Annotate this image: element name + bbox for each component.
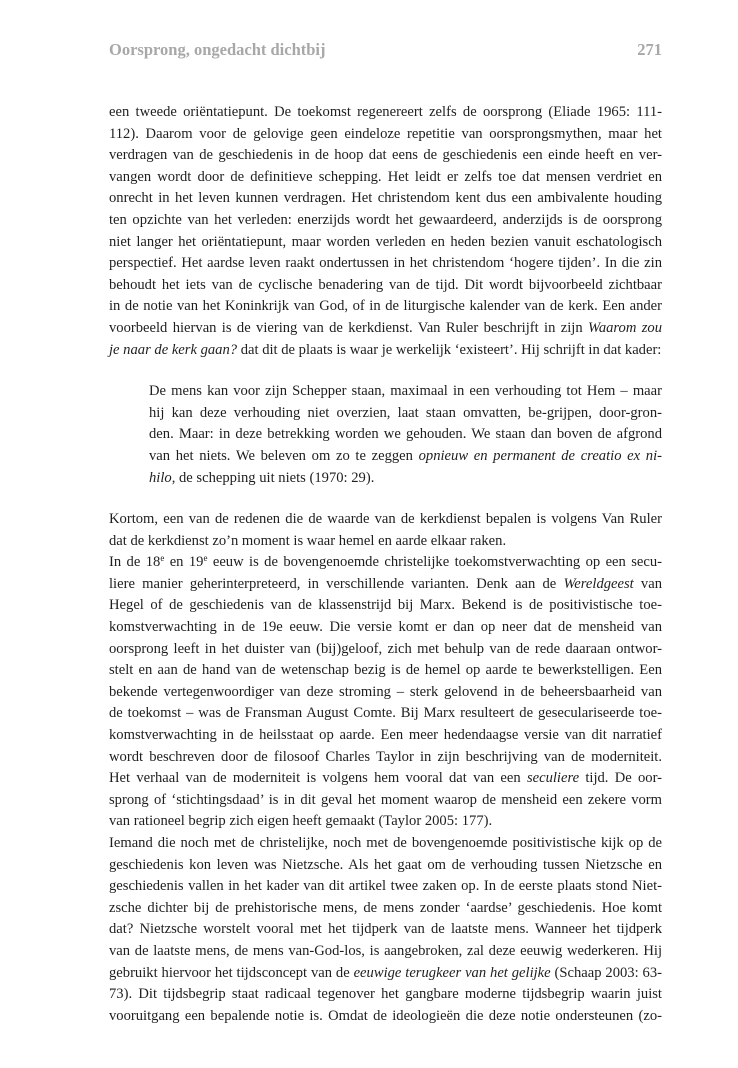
text-line <box>109 318 662 340</box>
text-line: komstverwachting in de 19e eeuw. Die versie komt er dan op neer dat de mensheid van <box>109 619 662 636</box>
text-line: Kortom, een van de redenen die de waarde van de kerkdienst bepalen is volgens Van Ruler <box>109 511 662 528</box>
text-span: dat dit de plaats is waar je werkelijk ‘existeert’. Hij schrijft in dat kader: <box>237 341 662 358</box>
superscript: e <box>160 553 165 564</box>
text-line <box>109 340 662 362</box>
text-line: de toekomst – was de Fransman August Comte. Bij Marx resulteert de geseculariseerde toe- <box>109 705 662 722</box>
text-line: onrecht in het leven kunnen verdragen. Het christendom kent dus een ambivalente houding <box>109 190 662 207</box>
paragraph-4 <box>109 833 662 1027</box>
block-quote <box>149 381 662 489</box>
text-line <box>109 963 662 985</box>
text-line: oorsprong leeft in het duister van (bij)geloof, zich met behulp van de rede daaraan ontwor- <box>109 640 662 657</box>
text-span: eeuw is de bovengenoemde christelijke toekomstverwachting op een secu- <box>207 554 663 571</box>
paragraph-3 <box>109 552 662 833</box>
text-span: Het verhaal van de moderniteit is volgens hem vooral dat van een <box>109 770 527 787</box>
superscript: e <box>203 553 208 564</box>
text-span: (Schaap 2003: 63- <box>550 964 662 981</box>
text-line: van rationeel begrip zich eigen heeft gemaakt (Taylor 2005: 177). <box>109 813 493 830</box>
text-line: 73). Dit tijdsbegrip staat radicaal tegenover het gangbare moderne tijdsbegrip waarin juist <box>109 986 662 1003</box>
text-line: verdragen van de geschiedenis in de hoop dat eens de geschiedenis een einde heeft en ver- <box>109 147 662 164</box>
running-title: Oorsprong, ongedacht dichtbij <box>109 40 326 59</box>
text-line: niet langer het oriëntatiepunt, maar worden verleden en heden bezien vanuit eschatologisch <box>109 233 662 250</box>
page-body <box>109 102 662 1027</box>
quote-line: De mens kan voor zijn Schepper staan, maximaal in een verhouding tot Hem – maar <box>149 383 662 400</box>
text-line: geschiedenis kon leven was Nietzsche. Als het gaat om de verhouding tussen Nietzsche en <box>109 856 662 873</box>
text-line: bekende vertegenwoordiger van deze stroming – sterk gelovend in de beheersbaarheid van <box>109 683 662 700</box>
latin-phrase-italic: hilo <box>149 469 172 486</box>
text-span: tijd. De oor- <box>579 770 663 787</box>
text-line: vangen wordt door de definitieve schepping. Het leidt er zelfs toe dat mensen verdriet en <box>109 168 662 185</box>
quote-line: hij kan deze verhouding niet overzien, laat staan omvatten, be-grijpen, door-gron- <box>149 404 662 421</box>
text-line <box>109 768 662 790</box>
text-span: en 19 <box>164 554 204 571</box>
text-span: liere manier geherinterpreteerd, in verschillende varianten. Denk aan de <box>109 575 564 592</box>
page-number: 271 <box>637 40 662 59</box>
text-line: wordt beschreven door de filosoof Charles Taylor in zijn beschrijving van de moderniteit. <box>109 748 662 765</box>
text-span: van het niets. We beleven om zo te zeggen <box>149 447 419 464</box>
text-line: ten opzichte van het verleden: enerzijds wordt het gewaardeerd, anderzijds is de oorsprong <box>109 211 662 228</box>
text-line: zsche dichter bij de prehistorische mens, de mens zonder ‘aardse’ geschiedenis. Hoe komt <box>109 899 662 916</box>
latin-phrase-italic: opnieuw en permanent de creatio ex ni- <box>418 447 662 464</box>
text-line: dat? Nietzsche worstelt vooral met het tijdperk van de laatste mens. Wanneer het tijdperk <box>109 921 662 938</box>
text-line: dat de kerkdienst zo’n moment is waar hemel en aarde elkaar raken. <box>109 532 507 549</box>
text-line: sprong of ‘stichtingsdaad’ is in dit geval het moment waarop de mensheid een zekere vorm <box>109 791 662 808</box>
text-span: gebruikt hiervoor het tijdsconcept van de <box>109 964 354 981</box>
text-line: behoudt het iets van de cyclische benadering van de tijd. Dit wordt bijvoorbeeld zichtbaar <box>109 276 662 293</box>
text-line: komstverwachting in de heilsstaat op aarde. Een meer hedendaagse versie van dit narratief <box>109 727 662 744</box>
paragraph-1 <box>109 102 662 361</box>
text-line: geschiedenis vallen in het kader van dit artikel twee zaken op. In de eerste plaats stond Niet- <box>109 878 662 895</box>
term-italic: Wereldgeest <box>563 575 634 592</box>
text-line: een tweede oriëntatiepunt. De toekomst regenereert zelfs de oorsprong (Eliade 1965: 111- <box>109 104 662 120</box>
text-line <box>109 552 662 574</box>
text-line: 112). Daarom voor de gelovige geen eindeloze repetitie van oorsprongsmythen, maar het <box>109 125 662 142</box>
text-line: Hegel of de geschiedenis van de klassenstrijd bij Marx. Bekend is de positivistische toe- <box>109 597 662 614</box>
text-line: van de laatste mens, de mens van-God-los, is aangebroken, zal deze eeuwig wederkeren. Hij <box>109 942 662 959</box>
concept-italic: eeuwige terugkeer van het gelijke <box>353 964 551 981</box>
text-line: stelt en aan de hand van de wetenschap bezig is de hemel op aarde te bewerkstelligen. Een <box>109 662 662 679</box>
book-title-italic: Waarom zou <box>588 319 663 336</box>
term-italic: seculiere <box>526 770 580 787</box>
text-span: , de schepping uit niets (1970: 29). <box>171 469 375 486</box>
text-span: In de 18 <box>109 554 161 571</box>
text-span: van <box>633 575 662 592</box>
paragraph-2 <box>109 509 662 552</box>
text-line: perspectief. Het aardse leven raakt ondertussen in het christendom ‘hogere tijden’. In die zin <box>109 255 662 272</box>
text-line: Iemand die noch met de christelijke, noch met de bovengenoemde positivistische kijk op de <box>109 835 662 851</box>
text-span: voorbeeld hiervan is de viering van de kerkdienst. Van Ruler beschrijft in zijn <box>109 319 588 336</box>
text-line: in de notie van het Koninkrijk van God, of in de liturgische kalender van de kerk. Een ander <box>109 298 662 315</box>
text-line: vooruitgang een bepalende notie is. Omdat de ideologieën die deze notie ondersteunen (zo- <box>109 1007 662 1024</box>
quote-line <box>149 468 662 490</box>
book-title-italic: je naar de kerk gaan? <box>109 341 238 358</box>
quote-line <box>149 446 662 468</box>
text-line <box>109 574 662 596</box>
quote-line: den. Maar: in deze betrekking worden we gehouden. We staan dan boven de afgrond <box>149 426 662 443</box>
running-header <box>109 40 662 64</box>
